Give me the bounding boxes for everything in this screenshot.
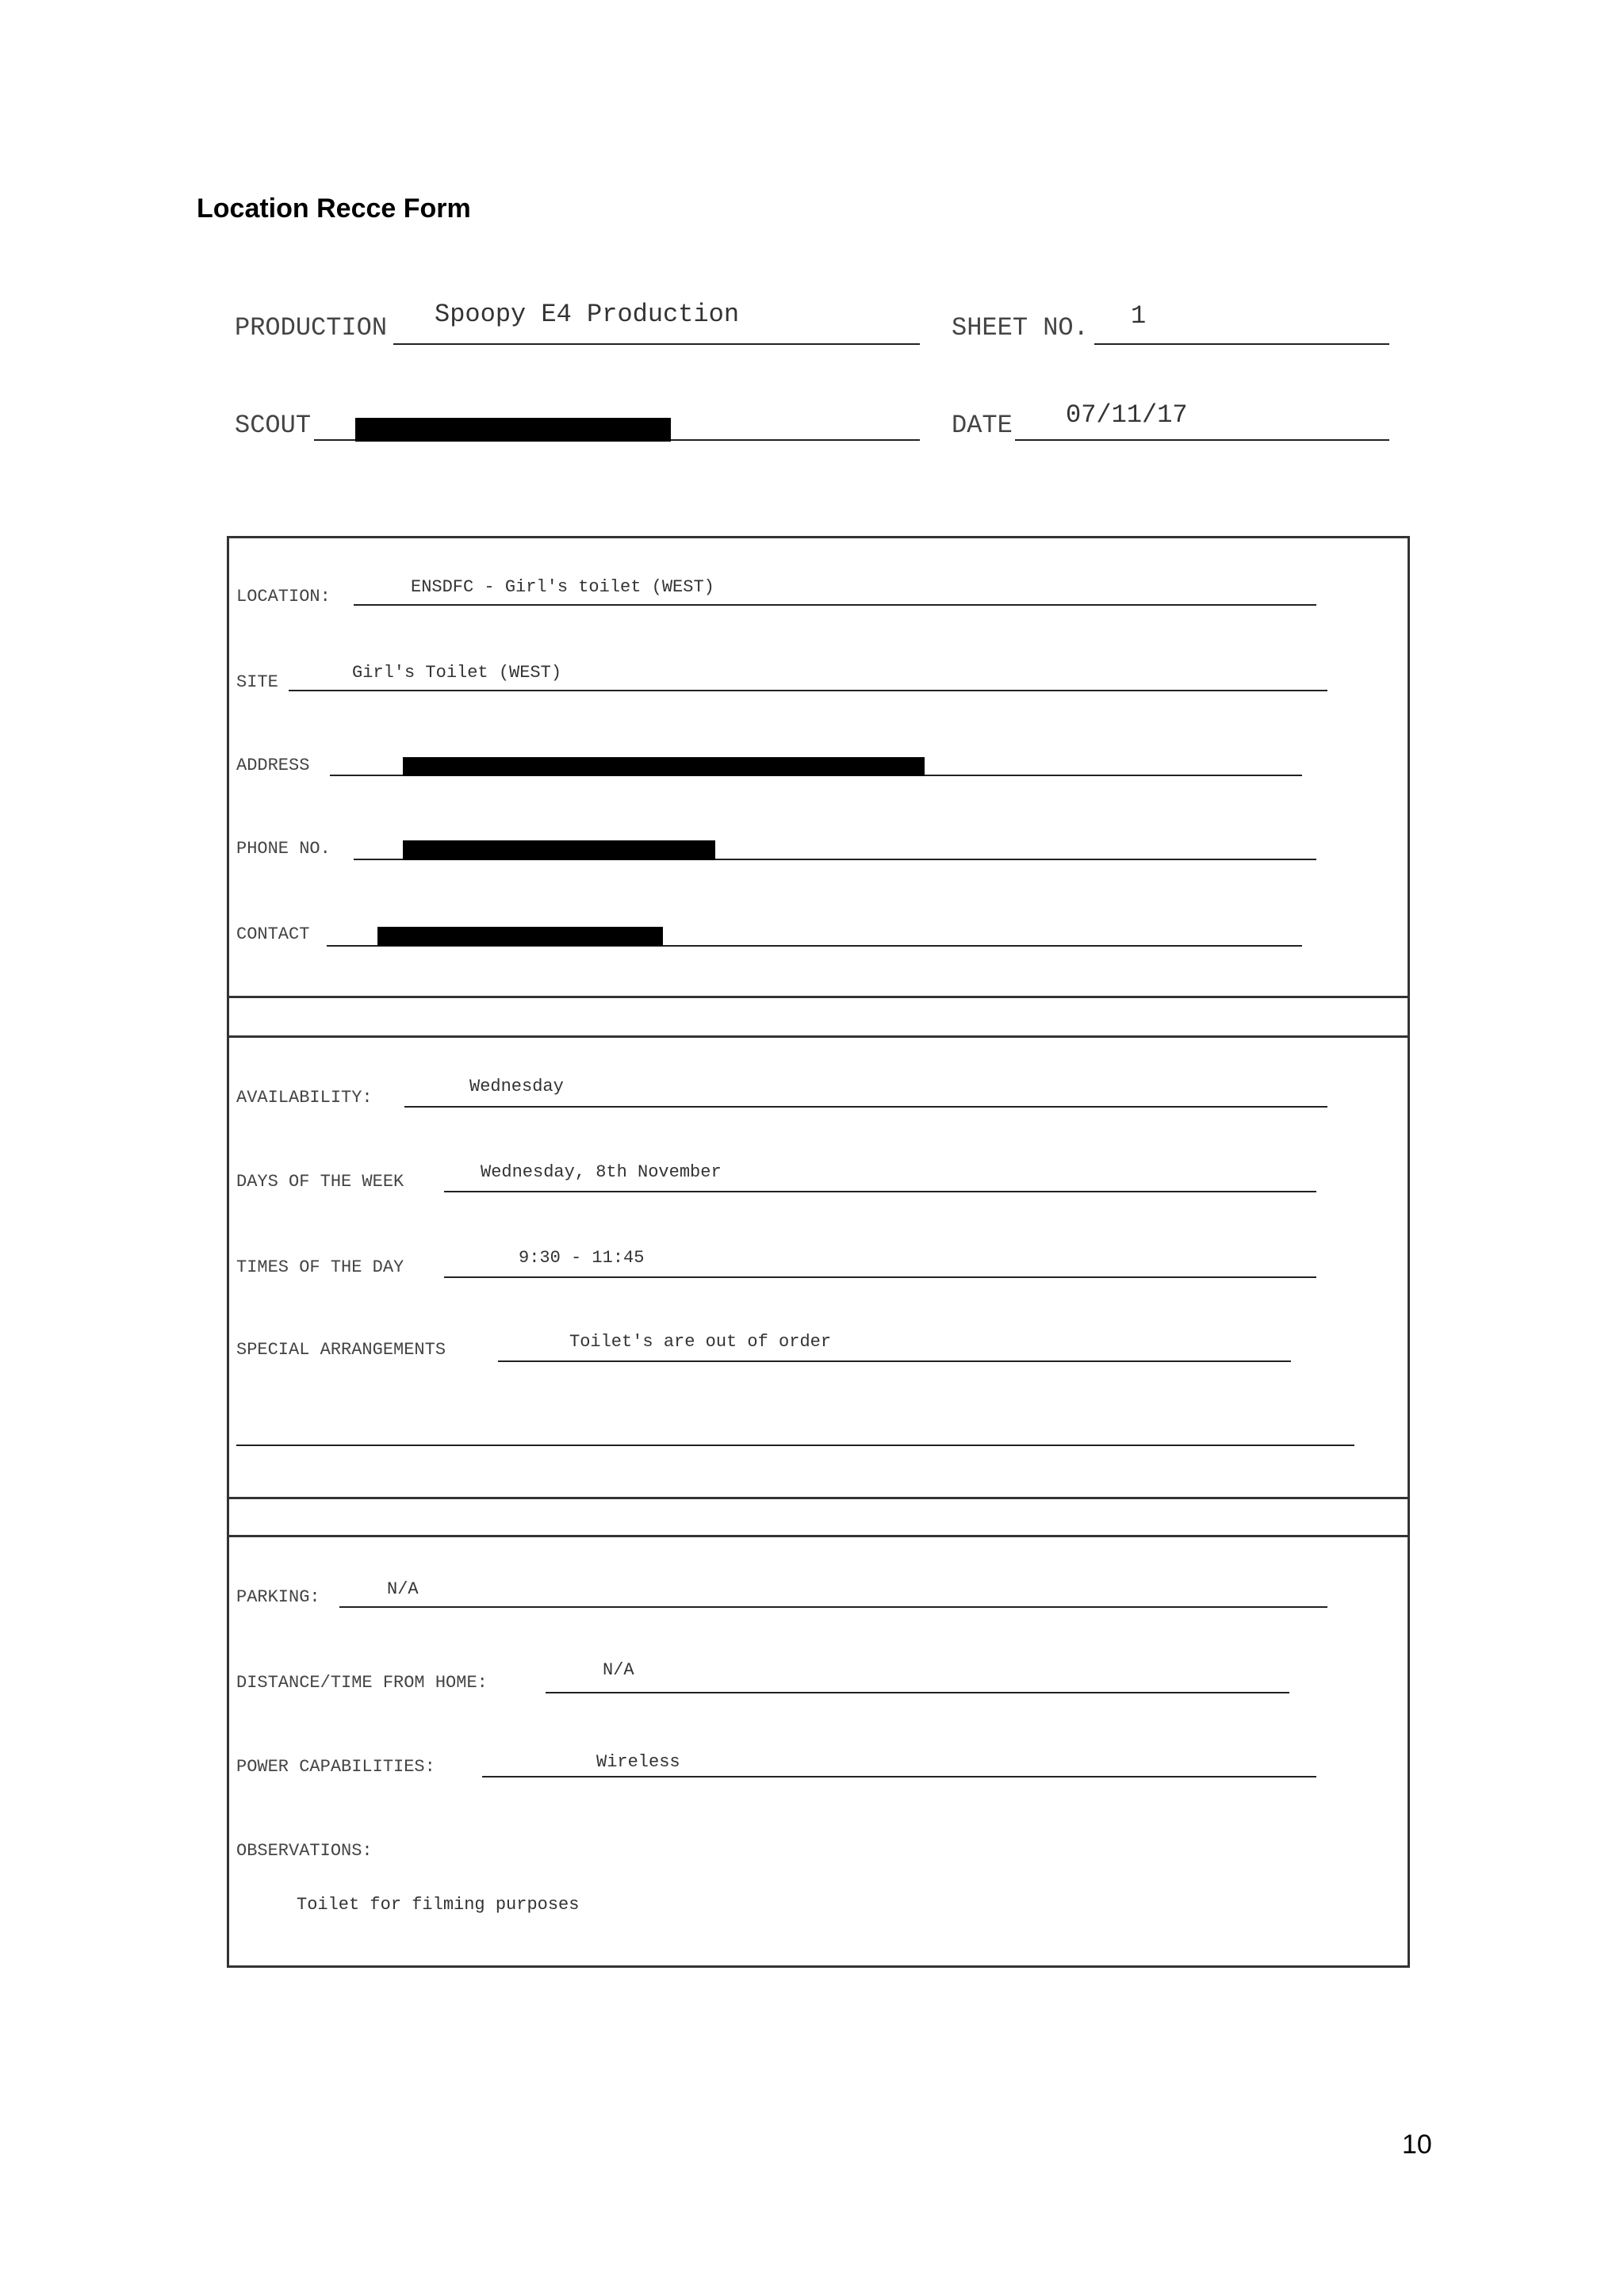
times-of-day-value: 9:30 - 11:45 bbox=[519, 1248, 645, 1268]
distance-time-value: N/A bbox=[603, 1660, 634, 1680]
location-label: LOCATION: bbox=[236, 587, 331, 607]
availability-line bbox=[404, 1106, 1327, 1108]
page-number: 10 bbox=[1402, 2130, 1432, 2160]
scout-redaction bbox=[355, 418, 671, 442]
parking-label: PARKING: bbox=[236, 1587, 320, 1607]
production-label: PRODUCTION bbox=[235, 313, 388, 342]
date-value: 07/11/17 bbox=[1066, 400, 1188, 430]
observations-label: OBSERVATIONS: bbox=[236, 1841, 373, 1861]
power-capabilities-value: Wireless bbox=[596, 1752, 680, 1772]
special-arrangements-extra-line bbox=[236, 1445, 1354, 1446]
distance-time-label: DISTANCE/TIME FROM HOME: bbox=[236, 1673, 488, 1693]
days-of-week-line bbox=[444, 1191, 1316, 1192]
distance-time-line bbox=[546, 1692, 1289, 1693]
site-line bbox=[289, 690, 1327, 691]
times-of-day-label: TIMES OF THE DAY bbox=[236, 1257, 404, 1277]
address-redaction bbox=[403, 757, 925, 776]
phone-redaction bbox=[403, 840, 715, 860]
times-of-day-line bbox=[444, 1276, 1316, 1278]
site-label: SITE bbox=[236, 672, 278, 692]
contact-redaction bbox=[377, 927, 663, 946]
special-arrangements-line bbox=[498, 1360, 1291, 1362]
sheet-label: SHEET NO. bbox=[952, 313, 1089, 342]
date-label: DATE bbox=[952, 411, 1013, 440]
observations-value: Toilet for filming purposes bbox=[297, 1895, 580, 1915]
special-arrangements-label: SPECIAL ARRANGEMENTS bbox=[236, 1340, 446, 1360]
parking-line bbox=[339, 1606, 1327, 1608]
parking-value: N/A bbox=[387, 1579, 419, 1599]
availability-label: AVAILABILITY: bbox=[236, 1088, 373, 1108]
sheet-line bbox=[1094, 343, 1389, 345]
production-line bbox=[393, 343, 920, 345]
divider-2a bbox=[227, 1497, 1410, 1499]
production-value: Spoopy E4 Production bbox=[435, 300, 740, 329]
divider-2b bbox=[227, 1535, 1410, 1537]
special-arrangements-value: Toilet's are out of order bbox=[569, 1332, 832, 1352]
sheet-value: 1 bbox=[1131, 301, 1147, 331]
availability-value: Wednesday bbox=[469, 1077, 564, 1096]
power-capabilities-label: POWER CAPABILITIES: bbox=[236, 1757, 435, 1777]
site-value: Girl's Toilet (WEST) bbox=[352, 663, 562, 683]
date-line bbox=[1015, 439, 1389, 441]
power-capabilities-line bbox=[482, 1776, 1316, 1777]
phone-label: PHONE NO. bbox=[236, 839, 331, 859]
scout-label: SCOUT bbox=[235, 411, 312, 440]
divider-1b bbox=[227, 1035, 1410, 1038]
location-value: ENSDFC - Girl's toilet (WEST) bbox=[411, 577, 714, 597]
days-of-week-value: Wednesday, 8th November bbox=[481, 1162, 722, 1182]
address-label: ADDRESS bbox=[236, 756, 310, 775]
contact-label: CONTACT bbox=[236, 924, 310, 944]
divider-1a bbox=[227, 996, 1410, 998]
form-box bbox=[227, 536, 1410, 1968]
page-title: Location Recce Form bbox=[197, 193, 471, 224]
days-of-week-label: DAYS OF THE WEEK bbox=[236, 1172, 404, 1192]
location-line bbox=[354, 604, 1316, 606]
